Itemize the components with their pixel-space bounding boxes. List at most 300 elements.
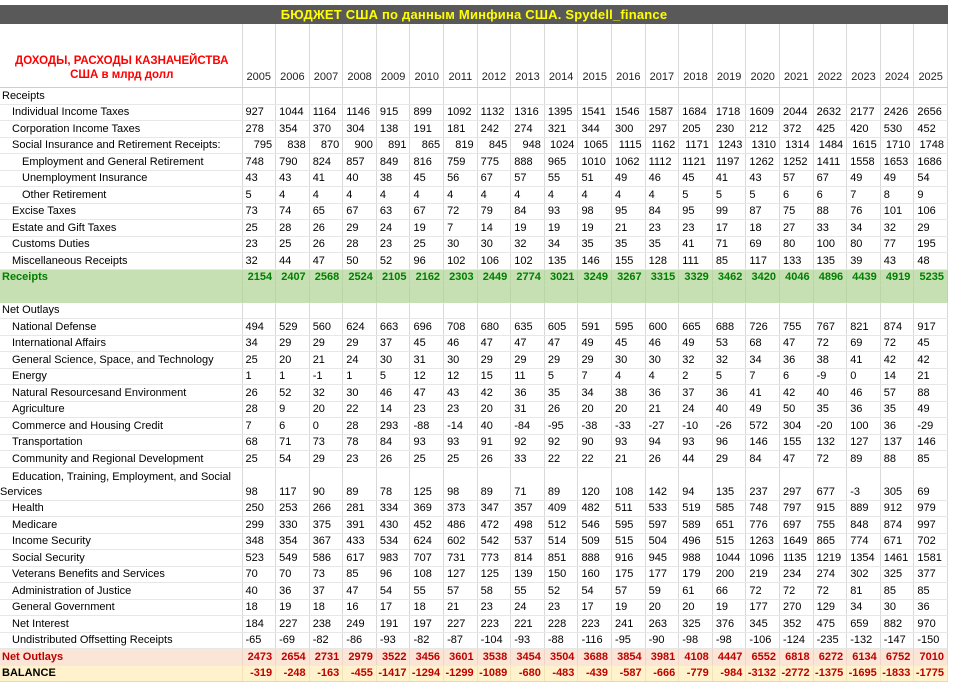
cell: 39 xyxy=(847,253,881,270)
cell: 111 xyxy=(679,253,713,270)
cell: 32 xyxy=(309,385,343,402)
cell: 29 xyxy=(712,451,746,468)
cell: 748 xyxy=(242,154,276,171)
cell: 496 xyxy=(679,533,713,550)
cell: 84 xyxy=(376,434,410,451)
cell: 23 xyxy=(410,401,444,418)
cell: 2774 xyxy=(511,269,545,286)
cell: 1115 xyxy=(612,137,646,154)
cell: 889 xyxy=(847,500,881,517)
cell: 373 xyxy=(444,500,478,517)
cell: 43 xyxy=(276,170,310,187)
cell: 33 xyxy=(813,220,847,237)
cell: 680 xyxy=(477,319,511,336)
cell: 602 xyxy=(444,533,478,550)
cell: 76 xyxy=(847,203,881,220)
cell: 3420 xyxy=(746,269,780,286)
cell: 223 xyxy=(477,616,511,633)
cell: -163 xyxy=(309,665,343,682)
row-label: Other Retirement xyxy=(0,187,242,204)
cell: 970 xyxy=(914,616,948,633)
cell: 84 xyxy=(746,451,780,468)
cell: 47 xyxy=(410,385,444,402)
cell: -88 xyxy=(410,418,444,435)
cell: 2449 xyxy=(477,269,511,286)
cell: 707 xyxy=(410,550,444,567)
cell: 7 xyxy=(578,368,612,385)
cell: 560 xyxy=(309,319,343,336)
cell: -82 xyxy=(309,632,343,649)
cell: 1718 xyxy=(712,104,746,121)
cell: 101 xyxy=(880,203,914,220)
cell: 137 xyxy=(880,434,914,451)
cell: 27 xyxy=(780,220,814,237)
cell: 35 xyxy=(645,236,679,253)
cell xyxy=(914,302,948,319)
cell: 3454 xyxy=(511,649,545,666)
cell: 205 xyxy=(679,121,713,138)
table-row xyxy=(0,649,948,666)
cell: 75 xyxy=(780,203,814,220)
table-row xyxy=(0,269,948,286)
table-row xyxy=(0,583,948,600)
cell: 731 xyxy=(444,550,478,567)
cell: 589 xyxy=(679,517,713,534)
cell: 135 xyxy=(544,253,578,270)
cell: 219 xyxy=(746,566,780,583)
cell xyxy=(444,286,478,303)
cell: 12 xyxy=(444,368,478,385)
cell: 2162 xyxy=(410,269,444,286)
cell xyxy=(376,302,410,319)
row-label: General Government xyxy=(0,599,242,616)
cell: 755 xyxy=(780,319,814,336)
year-header: 2015 xyxy=(578,24,612,88)
cell: 6134 xyxy=(847,649,881,666)
row-label: National Defense xyxy=(0,319,242,336)
cell: 25 xyxy=(410,451,444,468)
cell: 2407 xyxy=(276,269,310,286)
cell: 90 xyxy=(578,434,612,451)
table-row xyxy=(0,319,948,336)
cell: 6752 xyxy=(880,649,914,666)
cell: 98 xyxy=(444,467,478,500)
cell: 78 xyxy=(343,434,377,451)
row-label: Transportation xyxy=(0,434,242,451)
cell: -1299 xyxy=(444,665,478,682)
cell: 52 xyxy=(276,385,310,402)
cell: 155 xyxy=(612,253,646,270)
cell xyxy=(242,286,276,303)
cell: 177 xyxy=(746,599,780,616)
cell: 659 xyxy=(847,616,881,633)
cell xyxy=(309,302,343,319)
cell: 3249 xyxy=(578,269,612,286)
cell: 4 xyxy=(612,368,646,385)
cell: 184 xyxy=(242,616,276,633)
cell: -93 xyxy=(376,632,410,649)
year-header: 2007 xyxy=(309,24,343,88)
cell: 697 xyxy=(780,517,814,534)
cell: 2731 xyxy=(309,649,343,666)
cell xyxy=(410,286,444,303)
cell: 40 xyxy=(813,385,847,402)
cell: -104 xyxy=(477,632,511,649)
cell: 1546 xyxy=(612,104,646,121)
cell: 55 xyxy=(410,583,444,600)
cell: 50 xyxy=(780,401,814,418)
cell: 266 xyxy=(309,500,343,517)
cell: 523 xyxy=(242,550,276,567)
year-header: 2008 xyxy=(343,24,377,88)
cell: 142 xyxy=(645,467,679,500)
cell: 68 xyxy=(242,434,276,451)
cell: 22 xyxy=(578,451,612,468)
cell xyxy=(477,88,511,105)
cell: 595 xyxy=(612,517,646,534)
cell: 72 xyxy=(880,335,914,352)
cell: 702 xyxy=(914,533,948,550)
cell: 93 xyxy=(612,434,646,451)
cell xyxy=(880,302,914,319)
cell: 150 xyxy=(544,566,578,583)
cell: 49 xyxy=(578,335,612,352)
cell: 191 xyxy=(376,616,410,633)
cell: 42 xyxy=(880,352,914,369)
cell: 125 xyxy=(477,566,511,583)
row-label: Social Security xyxy=(0,550,242,567)
cell: 1 xyxy=(276,368,310,385)
cell: 22 xyxy=(544,451,578,468)
cell: 773 xyxy=(477,550,511,567)
cell: 2303 xyxy=(444,269,478,286)
cell: 1263 xyxy=(746,533,780,550)
cell: 11 xyxy=(511,368,545,385)
cell: 1135 xyxy=(780,550,814,567)
cell: -680 xyxy=(511,665,545,682)
cell: 69 xyxy=(847,335,881,352)
units-label-line1: ДОХОДЫ, РАСХОДЫ КАЗНАЧЕЙСТВА xyxy=(15,55,229,67)
cell: 1112 xyxy=(645,154,679,171)
cell: -38 xyxy=(578,418,612,435)
cell: 7 xyxy=(444,220,478,237)
cell: 1044 xyxy=(712,550,746,567)
cell: -319 xyxy=(242,665,276,682)
cell: 36 xyxy=(511,385,545,402)
cell: 624 xyxy=(343,319,377,336)
table-row xyxy=(0,517,948,534)
cell: 72 xyxy=(813,451,847,468)
cell: 605 xyxy=(544,319,578,336)
cell: 230 xyxy=(712,121,746,138)
cell: 88 xyxy=(813,203,847,220)
cell: 916 xyxy=(612,550,646,567)
cell: 1609 xyxy=(746,104,780,121)
row-label: Natural Resourcesand Environment xyxy=(0,385,242,402)
cell: 58 xyxy=(477,583,511,600)
cell: 40 xyxy=(712,401,746,418)
cell: 865 xyxy=(410,137,444,154)
cell: 54 xyxy=(276,451,310,468)
cell: 1092 xyxy=(444,104,478,121)
cell: 30 xyxy=(645,352,679,369)
cell: 32 xyxy=(242,253,276,270)
cell: 30 xyxy=(444,352,478,369)
row-label: Net Outlays xyxy=(0,302,242,319)
cell: 28 xyxy=(242,401,276,418)
cell: 25 xyxy=(410,236,444,253)
cell: 108 xyxy=(612,467,646,500)
table-row xyxy=(0,550,948,567)
cell: 43 xyxy=(444,385,478,402)
cell: 1411 xyxy=(813,154,847,171)
cell: 133 xyxy=(780,253,814,270)
table-row xyxy=(0,434,948,451)
cell: 677 xyxy=(813,467,847,500)
cell: -3 xyxy=(847,467,881,500)
cell: 472 xyxy=(477,517,511,534)
cell: 57 xyxy=(444,583,478,600)
cell: 56 xyxy=(444,170,478,187)
cell: 2524 xyxy=(343,269,377,286)
cell: 34 xyxy=(746,352,780,369)
cell: -1417 xyxy=(376,665,410,682)
cell: 486 xyxy=(444,517,478,534)
cell: 509 xyxy=(578,533,612,550)
cell: 334 xyxy=(376,500,410,517)
cell: 433 xyxy=(343,533,377,550)
cell: 325 xyxy=(880,566,914,583)
title-bar xyxy=(0,5,948,24)
cell: 127 xyxy=(444,566,478,583)
cell: 352 xyxy=(780,616,814,633)
cell: 20 xyxy=(578,401,612,418)
cell: 23 xyxy=(544,599,578,616)
cell: -124 xyxy=(780,632,814,649)
cell: 40 xyxy=(343,170,377,187)
cell: 50 xyxy=(343,253,377,270)
cell: 30 xyxy=(880,599,914,616)
cell: 36 xyxy=(914,599,948,616)
cell: 375 xyxy=(309,517,343,534)
cell: 3504 xyxy=(544,649,578,666)
cell: -88 xyxy=(544,632,578,649)
cell: 4046 xyxy=(780,269,814,286)
table-row xyxy=(0,286,948,303)
cell: 89 xyxy=(847,451,881,468)
cell: 44 xyxy=(679,451,713,468)
cell: -147 xyxy=(880,632,914,649)
row-label: Miscellaneous Receipts xyxy=(0,253,242,270)
cell: 708 xyxy=(444,319,478,336)
cell: -1294 xyxy=(410,665,444,682)
year-header: 2021 xyxy=(780,24,814,88)
cell xyxy=(578,302,612,319)
cell: 1484 xyxy=(813,137,847,154)
cell: 23 xyxy=(477,599,511,616)
cell: 63 xyxy=(376,203,410,220)
cell: 498 xyxy=(511,517,545,534)
cell: 102 xyxy=(511,253,545,270)
cell: -14 xyxy=(444,418,478,435)
row-label: Commerce and Housing Credit xyxy=(0,418,242,435)
units-label xyxy=(2,54,242,87)
cell: 1252 xyxy=(780,154,814,171)
cell: 2568 xyxy=(309,269,343,286)
cell: 274 xyxy=(511,121,545,138)
cell: 430 xyxy=(376,517,410,534)
cell: 24 xyxy=(679,401,713,418)
cell xyxy=(880,286,914,303)
cell: -87 xyxy=(444,632,478,649)
cell xyxy=(679,88,713,105)
cell: 19 xyxy=(612,599,646,616)
cell: 19 xyxy=(712,599,746,616)
row-label: Health xyxy=(0,500,242,517)
cell: 838 xyxy=(276,137,310,154)
cell xyxy=(477,302,511,319)
cell: 671 xyxy=(880,533,914,550)
cell: 57 xyxy=(780,170,814,187)
table-row xyxy=(0,335,948,352)
cell: 49 xyxy=(880,170,914,187)
year-header: 2011 xyxy=(444,24,478,88)
cell: 28 xyxy=(343,418,377,435)
cell: 8 xyxy=(880,187,914,204)
cell: 57 xyxy=(511,170,545,187)
cell xyxy=(276,302,310,319)
cell: -1695 xyxy=(847,665,881,682)
cell: -26 xyxy=(712,418,746,435)
cell xyxy=(612,88,646,105)
cell: 591 xyxy=(578,319,612,336)
cell: 19 xyxy=(410,220,444,237)
cell: 49 xyxy=(746,401,780,418)
row-label: Individual Income Taxes xyxy=(0,104,242,121)
cell: 228 xyxy=(544,616,578,633)
cell xyxy=(511,286,545,303)
cell xyxy=(712,286,746,303)
cell: 1461 xyxy=(880,550,914,567)
cell: 775 xyxy=(477,154,511,171)
cell: 85 xyxy=(343,566,377,583)
table-row xyxy=(0,170,948,187)
table-row xyxy=(0,451,948,468)
cell: 849 xyxy=(376,154,410,171)
cell: 263 xyxy=(645,616,679,633)
cell: -984 xyxy=(712,665,746,682)
table-row xyxy=(0,236,948,253)
cell: 5235 xyxy=(914,269,948,286)
cell: 1096 xyxy=(746,550,780,567)
cell: 586 xyxy=(309,550,343,567)
cell: 345 xyxy=(746,616,780,633)
cell: 2632 xyxy=(813,104,847,121)
page-title: БЮДЖЕТ США по данным Минфина США. Spydell_finance xyxy=(280,7,668,22)
cell xyxy=(343,88,377,105)
cell: 106 xyxy=(914,203,948,220)
cell: 79 xyxy=(477,203,511,220)
cell: 4919 xyxy=(880,269,914,286)
cell: 534 xyxy=(376,533,410,550)
cell: 34 xyxy=(847,220,881,237)
cell: 4447 xyxy=(712,649,746,666)
cell: 108 xyxy=(410,566,444,583)
cell: 72 xyxy=(780,583,814,600)
cell: 5 xyxy=(376,368,410,385)
cell: 2105 xyxy=(376,269,410,286)
cell: 281 xyxy=(343,500,377,517)
cell: 3688 xyxy=(578,649,612,666)
cell: 14 xyxy=(376,401,410,418)
cell: 223 xyxy=(578,616,612,633)
cell: 4 xyxy=(309,187,343,204)
cell xyxy=(511,88,545,105)
cell: 585 xyxy=(712,500,746,517)
cell: 221 xyxy=(511,616,545,633)
cell: 912 xyxy=(880,500,914,517)
cell: 29 xyxy=(343,335,377,352)
cell: 1164 xyxy=(309,104,343,121)
cell: 1748 xyxy=(914,137,948,154)
year-header: 2019 xyxy=(712,24,746,88)
cell xyxy=(645,302,679,319)
cell: 67 xyxy=(477,170,511,187)
table-row xyxy=(0,401,948,418)
cell: 2426 xyxy=(880,104,914,121)
table-row xyxy=(0,104,948,121)
cell: 26 xyxy=(242,385,276,402)
cell: 302 xyxy=(847,566,881,583)
year-header: 2006 xyxy=(276,24,310,88)
cell: -98 xyxy=(712,632,746,649)
cell xyxy=(242,88,276,105)
cell: 300 xyxy=(612,121,646,138)
cell: 28 xyxy=(343,236,377,253)
cell: 533 xyxy=(645,500,679,517)
cell: 32 xyxy=(712,352,746,369)
cell: 99 xyxy=(712,203,746,220)
cell: 139 xyxy=(511,566,545,583)
cell: 53 xyxy=(712,335,746,352)
row-label: Education, Training, Employment, and Social Services xyxy=(0,467,242,500)
table-row xyxy=(0,154,948,171)
cell xyxy=(376,88,410,105)
cell: 20 xyxy=(612,401,646,418)
cell: -9 xyxy=(813,368,847,385)
table-row xyxy=(0,253,948,270)
year-header: 2018 xyxy=(679,24,713,88)
cell: 514 xyxy=(544,533,578,550)
cell: 979 xyxy=(914,500,948,517)
cell: 888 xyxy=(511,154,545,171)
cell: 1262 xyxy=(746,154,780,171)
cell: -95 xyxy=(612,632,646,649)
cell: 29 xyxy=(276,335,310,352)
cell: 1653 xyxy=(880,154,914,171)
cell xyxy=(410,88,444,105)
cell: 88 xyxy=(914,385,948,402)
cell: 46 xyxy=(444,335,478,352)
cell xyxy=(780,88,814,105)
cell: 4 xyxy=(645,368,679,385)
cell: -1833 xyxy=(880,665,914,682)
cell: 1243 xyxy=(712,137,746,154)
cell: 23 xyxy=(343,451,377,468)
cell: 84 xyxy=(511,203,545,220)
cell: 227 xyxy=(276,616,310,633)
cell: 367 xyxy=(309,533,343,550)
